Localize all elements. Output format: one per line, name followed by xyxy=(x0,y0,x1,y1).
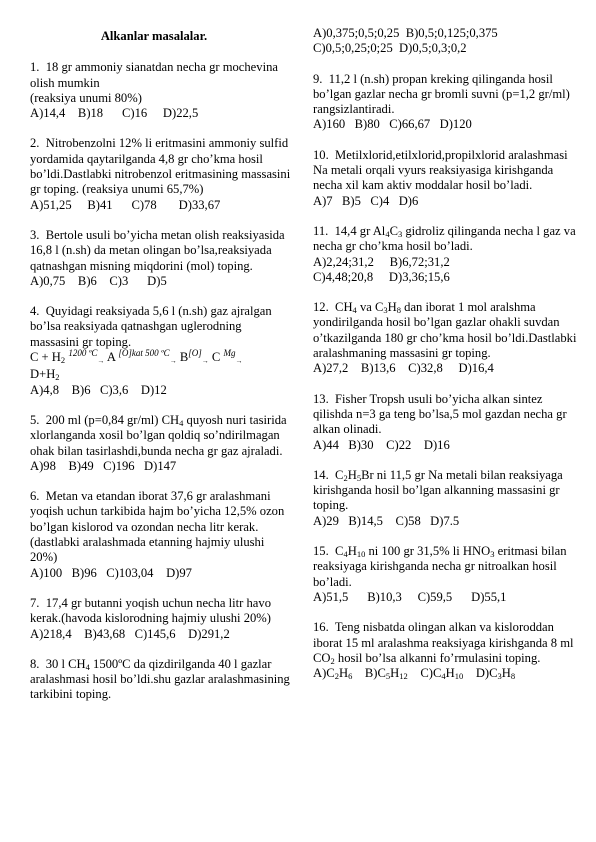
question-text: Nitrobenzolni 12% li eritmasini ammoniy sulfid yordamida qaytarilganda 4,8 gr cho’kma hosil bo’ldi.Dastlabki nitrobenzol eritmasining massasini gr toping. (reaksiya unumi 65,7%) xyxy=(30,136,291,197)
question-number: 9. xyxy=(313,71,323,86)
question-note: (reaksiya unumi 80%) xyxy=(30,90,142,105)
question-7 xyxy=(30,596,292,642)
left-column xyxy=(30,26,292,718)
question-number: 16. xyxy=(313,620,329,635)
answer-options: A)100 B)96 C)103,04 D)97 xyxy=(30,565,192,580)
question-number: 12. xyxy=(313,300,329,315)
question-6 xyxy=(30,489,292,581)
question-16: 16. Teng nisbatda olingan alkan va kisloroddan iborat 15 ml aralashma reaksiyaga kirishganda 8 ml $CO_2$ hosil bo’lsa alkanni fo’rmulasini toping. $A)C_2H_6$ $B)C_5H_{12}$ $C)C_4H_{10}$ $D)C_3H_8$ xyxy=(313,620,585,681)
arrow-icon: → xyxy=(201,357,209,366)
reaction-condition: 1200 ºC xyxy=(68,348,98,359)
answer-options: A)4,8 B)6 C)3,6 D)12 xyxy=(30,382,167,397)
question-text: Bertole usuli bo’yicha metan olish reaksiyasida 16,8 l (n.sh) da metan olingan bo’lsa,reaksiyada qatnashgan misning miqdorini (mol) toping. xyxy=(30,227,285,273)
answer-options: A)44 B)30 C)22 D)16 xyxy=(313,437,450,452)
arrow-icon: → xyxy=(235,357,243,366)
question-4: 4. Quyidagi reaksiyada 5,6 l (n.sh) gaz ajralgan bo’lsa reaksiyada qatnashgan uglerodning massasini gr toping. $C + H_2$ $^{1200 ºC}$→ A $^{[O]kat 500 ºC}$→ B[O]→ C $^{Mg}$→ $D+H_2$ A)4,8 B)6 C)3,6 D)12 xyxy=(30,304,292,398)
page-title: Alkanlar masalalar. xyxy=(100,29,208,43)
arrow-icon: → xyxy=(97,357,105,366)
question-9 xyxy=(313,72,585,133)
reaction-equation: $C + H_2$ $^{1200 ºC}$→ A $^{[O]kat 500 ºC}$→ B[O]→ C $^{Mg}$→ xyxy=(30,350,292,367)
question-10 xyxy=(313,148,585,209)
question-text: Fisher Tropsh usuli bo’yicha alkan sintez qilishda n=3 ga teng bo’lsa,5 mol gazdan necha gr alkan olinadi. xyxy=(313,391,567,437)
answer-options: A)218,4 B)43,68 C)145,6 D)291,2 xyxy=(30,626,230,641)
answer-options: A)14,4 B)18 C)16 D)22,5 xyxy=(30,106,199,121)
answer-options: A)2,24;31,2 B)6,72;31,2 xyxy=(313,254,450,269)
question-1 xyxy=(30,60,292,121)
question-8: 8. 30 l $CH_4$ 1500ºC da qizdirilganda 40 l gazlar aralashmasi hosil bo’ldi.shu gazlar aralashmasining tarkibini toping. xyxy=(30,656,290,702)
answer-options: A)160 B)80 C)66,67 D)120 xyxy=(313,117,472,132)
question-text: Quyidagi reaksiyada 5,6 l (n.sh) gaz ajralgan bo’lsa reaksiyada qatnashgan uglerodning massasini gr toping. xyxy=(30,304,272,349)
answer-options: A)98 B)49 C)196 D)147 xyxy=(30,458,177,473)
question-number: 4. xyxy=(30,304,40,319)
question-text: 17,4 gr butanni yoqish uchun necha litr havo kerak.(havoda kislorodning hajmiy ulushi 20%) xyxy=(30,595,271,626)
question-text: Metilxlorid,etilxlorid,propilxlorid aralashmasi Na metali orqali vyurs reaksiyasiga kirishganda necha xil kam aktiv moddalar hosil bo’ladi. xyxy=(313,147,568,193)
question-text: 11,2 l (n.sh) propan kreking qilinganda hosil bo’lgan gazlar necha gr bromli suvni (p=1,2 gr/ml) rangsizlantiradi. xyxy=(313,71,570,117)
question-8-options xyxy=(313,26,585,57)
answer-options: C)0,5;0,25;0;25 D)0,5;0,3;0,2 xyxy=(313,41,467,56)
question-number: 6. xyxy=(30,489,40,504)
arrow-icon: → xyxy=(169,357,177,366)
answer-options: C)4,48;20,8 D)3,36;15,6 xyxy=(313,269,450,284)
answer-options: A)7 B)5 C)4 D)6 xyxy=(313,193,419,208)
question-3 xyxy=(30,228,292,289)
question-5: 5. 200 ml (p=0,84 gr/ml) $CH_4$ quyosh nuri tasirida xlorlanganda xosil bo’lgan qoldiq so’ndirilmagan ohak bilan tasirlashdi,bunda necha gr gaz ajraladi. A)98 B)49 C)196 D)147 xyxy=(30,413,292,474)
question-number: 11. xyxy=(313,223,329,238)
question-2 xyxy=(30,136,292,212)
reaction-condition: [O] xyxy=(188,348,202,359)
question-number: 8. xyxy=(30,656,40,671)
question-12: 12. $CH_4$ va $C_3H_8$ dan iborat 1 mol aralshma yondirilganda hosil bo’lgan gazlar ohakli suvdan o’tkazilganda 180 gr cho’kma hosil bo’ldi.Dastlabki aralashmaning massasini gr toping. A)27,2 B)13,6 C)32,8 D)16,4 xyxy=(313,300,585,376)
answer-options: A)0,375;0,5;0,25 B)0,5;0,125;0,375 xyxy=(313,26,498,40)
answer-options: A)29 B)14,5 C)58 D)7.5 xyxy=(313,513,460,528)
reaction-condition: Mg xyxy=(223,348,236,359)
question-number: 13. xyxy=(313,391,329,406)
answer-options: $A)C_2H_6$ $B)C_5H_{12}$ $C)C_4H_{10}$ $D)C_3H_8$ xyxy=(313,666,516,682)
question-11: 11. 14,4 gr $Al_4C_3$ gidroliz qilinganda necha l gaz va necha gr cho’kma hosil bo’ladi. A)2,24;31,2 B)6,72;31,2 C)4,48;20,8 D)3,36;15,6 xyxy=(313,224,585,285)
question-number: 10. xyxy=(313,147,329,162)
right-column xyxy=(313,26,585,696)
reaction-condition: [O]kat 500 ºC xyxy=(118,348,170,359)
question-number: 15. xyxy=(313,544,329,559)
question-number: 3. xyxy=(30,227,40,242)
question-number: 14. xyxy=(313,467,329,482)
question-13 xyxy=(313,392,585,453)
question-number: 2. xyxy=(30,136,40,151)
question-text: 18 gr ammoniy sianatdan necha gr mochevina olish mumkin xyxy=(30,60,278,90)
question-number: 1. xyxy=(30,60,40,75)
question-14: 14. $C_2H_5Br$ ni 11,5 gr Na metali bilan reaksiyaga kirishganda hosil bo’lgan alkanning massasini gr toping. A)29 B)14,5 C)58 D)7.5 xyxy=(313,468,585,529)
answer-options: A)51,5 B)10,3 C)59,5 D)55,1 xyxy=(313,589,507,604)
question-15: 15. $C_4H_{10}$ ni 100 gr 31,5% li $HNO_3$ eritmasi bilan reaksiyaga kirishganda necha gr nitroalkan hosil bo’ladi. A)51,5 B)10,3 C)59,5 D)55,1 xyxy=(313,544,585,605)
answer-options: A)27,2 B)13,6 C)32,8 D)16,4 xyxy=(313,361,494,376)
question-text: Metan va etandan iborat 37,6 gr aralashmani yoqish uchun tarkibida hajm bo’yicha 12,5% ozon bo’lgan kislorod va ozondan necha litr kerak.(dastlabki aralashmada etanning hajmiy ulushi 20%) xyxy=(30,489,285,565)
answer-options: A)51,25 B)41 C)78 D)33,67 xyxy=(30,197,221,212)
question-number: 5. xyxy=(30,412,40,427)
answer-options: A)0,75 B)6 C)3 D)5 xyxy=(30,273,167,288)
question-number: 7. xyxy=(30,595,40,610)
